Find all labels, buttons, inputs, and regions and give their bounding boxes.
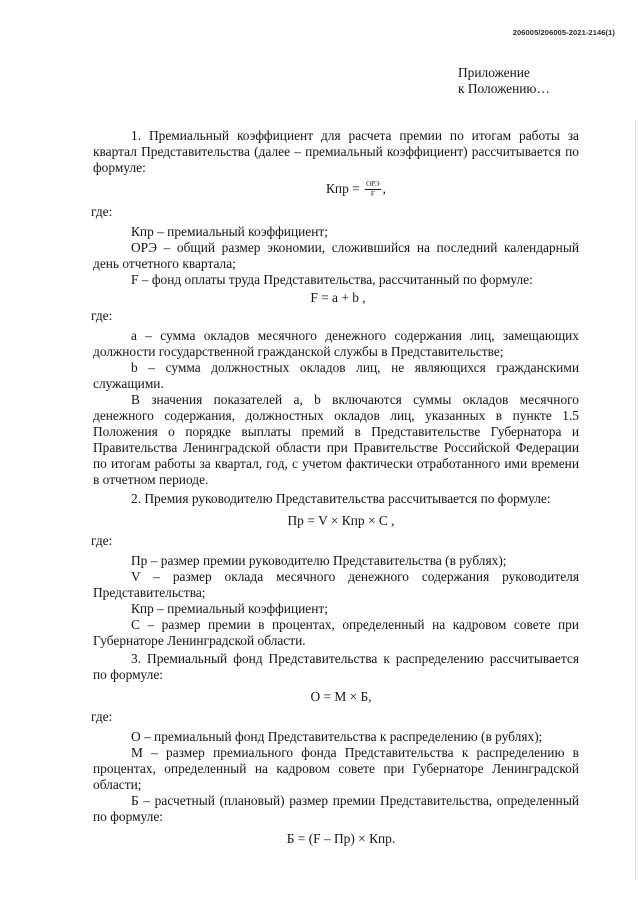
where-label-4: где:	[91, 709, 113, 724]
definition-pr: Пр – размер премии руководителю Представительства (в рублях);	[131, 553, 507, 568]
appendix-line-2: к Положению…	[458, 81, 550, 96]
formula-f: F = a + b ,	[310, 290, 366, 305]
definition-ore: ОРЭ – общий размер экономии, сложившийся на последний календарный день отчетного квартала;	[93, 240, 579, 271]
section-3-intro: 3. Премиальный фонд Представительства к распределению рассчитывается по формуле:	[93, 651, 579, 682]
formula-b: Б = (F – Пр) × Кпр.	[286, 831, 396, 846]
definition-kpr: Кпр – премиальный коэффициент;	[131, 224, 328, 239]
definition-m: М – размер премиального фонда Представительства к распределению в процентах, определенный на кадровом совете при Губернаторе Ленинградской области;	[93, 745, 579, 792]
appendix-line-1: Приложение	[458, 65, 530, 80]
formula-kpr	[93, 176, 579, 202]
formula-kpr-lhs: Кпр =	[326, 181, 360, 196]
note-paragraph: В значения показателей a, b включаются суммы окладов месячного денежного содержания, должностных окладов лиц, указанных в пункте 1.5 Положения о порядке выплаты премий в Представительстве Губернатора и Правительства Ленинградской области при Правительстве Российской Федерации по итогам работы за квартал, год, с учетом фактически отработанного ими времени в отчетном периоде.	[93, 392, 579, 487]
definition-b-calc: Б – расчетный (плановый) размер премии Представительства, определенный по формуле:	[93, 793, 579, 824]
definition-f: F – фонд оплаты труда Представительства, рассчитанный по формуле:	[131, 272, 533, 287]
definition-c: С – размер премии в процентах, определенный на кадровом совете при Губернаторе Ленинградской области.	[93, 617, 579, 648]
definition-v: V – размер оклада месячного денежного содержания руководителя Представительства;	[93, 569, 579, 600]
formula-pr: Пр = V × Кпр × С ,	[287, 513, 395, 528]
appendix-heading	[458, 65, 618, 97]
where-label: где:	[91, 204, 113, 219]
definition-o: О – премиальный фонд Представительства к распределению (в рублях);	[131, 729, 543, 744]
formula-o: О = М × Б,	[310, 689, 372, 704]
where-label-2: где:	[91, 308, 113, 323]
formula-kpr-fraction	[365, 180, 381, 199]
where-label-3: где:	[91, 533, 113, 548]
section-2-intro: 2. Премия руководителю Представительства рассчитывается по формуле:	[131, 491, 551, 506]
document-body	[93, 128, 579, 849]
definition-b: b – сумма должностных окладов лиц, не являющихся гражданскими служащими.	[93, 360, 579, 391]
formula-kpr-numerator: ОРЭ	[366, 180, 380, 189]
scan-edge-mark	[635, 120, 636, 880]
formula-kpr-tail: ,	[382, 181, 386, 196]
definition-kpr-2: Кпр – премиальный коэффициент;	[131, 601, 328, 616]
formula-kpr-denominator: F	[370, 190, 375, 199]
definition-a: а – сумма окладов месячного денежного содержания лиц, замещающих должности государственной гражданской службы в Представительстве;	[93, 328, 579, 359]
section-1-intro: 1. Премиальный коэффициент для расчета премии по итогам работы за квартал Представительства (далее – премиальный коэффициент) рассчитывается по формуле:	[93, 128, 579, 175]
document-id: 206005/206005-2021-2146(1)	[512, 28, 615, 37]
